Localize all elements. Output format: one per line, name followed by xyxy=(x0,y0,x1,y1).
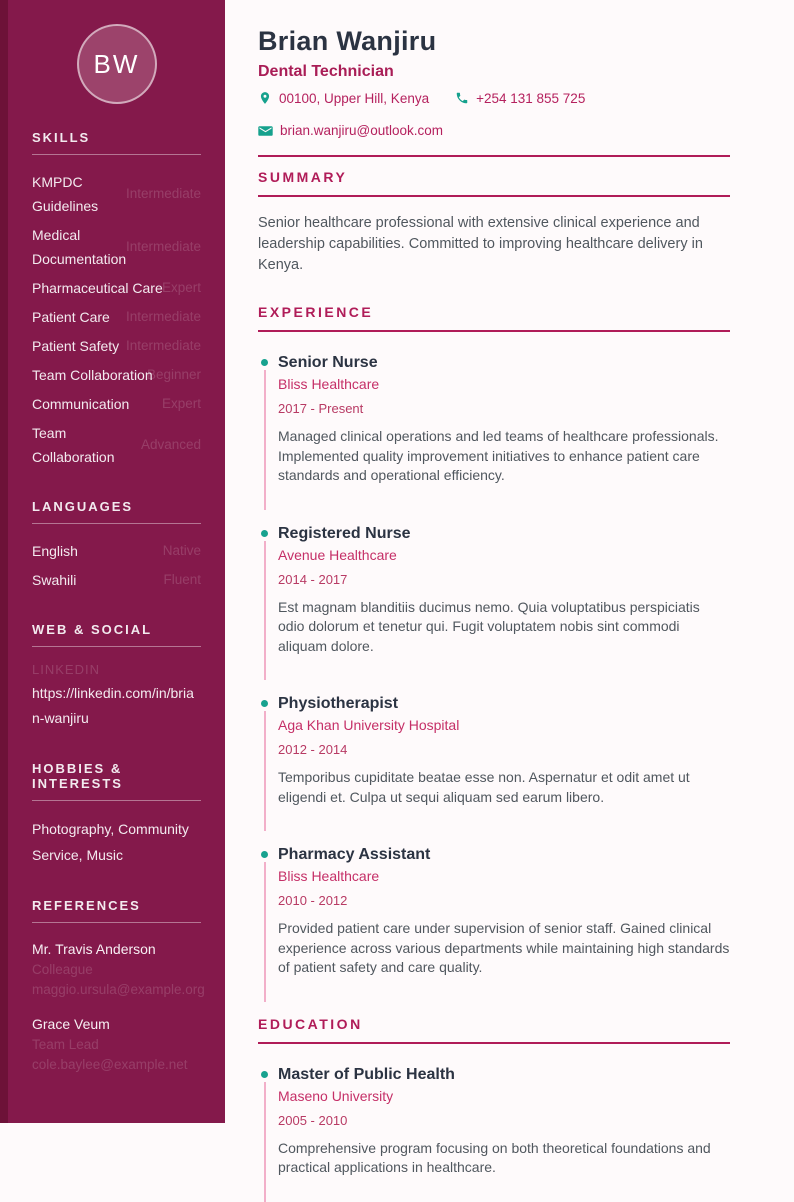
company-name: Bliss Healthcare xyxy=(278,376,380,392)
linkedin-url-link[interactable]: https://linkedin.com/in/brian-wanjiru xyxy=(32,685,194,726)
languages-list xyxy=(32,539,201,592)
skill-level: Intermediate xyxy=(125,239,201,254)
date-range: 2014 - 2017 xyxy=(278,571,348,587)
job-description: Est magnam blanditiis ducimus nemo. Quia voluptatibus perspiciatis odio dolorum et tenetur qui. Fugit voluptatem nobis sint commodi aliquam dolore. xyxy=(278,598,700,654)
timeline-line xyxy=(264,1082,266,1202)
date-range: 2010 - 2012 xyxy=(278,893,348,908)
experience-entry xyxy=(258,524,730,657)
skill-level: Beginner xyxy=(146,367,201,382)
linkedin-label: LINKEDIN xyxy=(32,662,100,677)
phone-item xyxy=(455,90,585,106)
degree-description: Comprehensive program focusing on both theoretical foundations and practical applications in healthcare. xyxy=(278,1139,711,1175)
timeline-dot-icon xyxy=(261,530,268,537)
skill-name: Communication xyxy=(32,396,130,412)
header-divider xyxy=(258,155,730,157)
skill-level: Intermediate xyxy=(125,309,201,324)
date-range: 2017 - Present xyxy=(278,401,364,416)
skill-item xyxy=(32,421,201,469)
sidebar xyxy=(0,0,225,1123)
divider xyxy=(32,922,201,923)
skills-list xyxy=(32,170,201,469)
skill-item xyxy=(32,334,201,358)
language-item xyxy=(32,568,201,592)
summary-text: Senior healthcare professional with extensive clinical experience and leadership capabilities. Committed to improving healthcare delivery in Kenya. xyxy=(258,215,703,273)
experience-entry xyxy=(258,353,730,486)
skill-level: Expert xyxy=(161,280,201,295)
timeline-line xyxy=(264,370,266,510)
job-description: Temporibus cupiditate beatae esse non. Aspernatur et odit amet ut eligendi et. Culpa ut sequi aliquam sed earum libero. xyxy=(278,769,690,805)
skills-heading: SKILLS xyxy=(32,130,91,145)
experience-entry xyxy=(258,694,730,807)
location-text: 00100, Upper Hill, Kenya xyxy=(279,90,430,106)
experience-heading: EXPERIENCE xyxy=(258,304,374,320)
reference-item xyxy=(32,1013,201,1075)
date-range: 2005 - 2010 xyxy=(278,1112,348,1128)
skills-section xyxy=(32,130,201,469)
skill-item xyxy=(32,170,201,218)
skill-name: Team Collaboration xyxy=(32,367,153,383)
timeline-dot-icon xyxy=(261,359,268,366)
hobbies-heading: HOBBIES & INTERESTS xyxy=(32,761,123,791)
avatar-initials: BW xyxy=(93,48,140,79)
person-name: Brian Wanjiru xyxy=(258,26,437,56)
phone-icon xyxy=(455,91,469,105)
reference-item xyxy=(32,938,205,1000)
skill-level: Intermediate xyxy=(125,338,201,353)
divider xyxy=(32,523,201,524)
timeline-line xyxy=(264,541,266,681)
school-name: Maseno University xyxy=(278,1087,394,1104)
summary-divider xyxy=(258,195,730,197)
reference-role: Team Lead xyxy=(32,1037,99,1052)
hobbies-section xyxy=(32,761,201,868)
reference-name: Mr. Travis Anderson xyxy=(32,941,156,957)
skill-level: Intermediate xyxy=(125,186,201,201)
reference-role: Colleague xyxy=(32,962,93,977)
hobbies-text: Photography, Community Service, Music xyxy=(32,821,189,863)
skill-item xyxy=(32,276,201,300)
job-title: Pharmacy Assistant xyxy=(278,846,431,863)
location-icon xyxy=(258,90,272,106)
skill-name: KMPDC Guidelines xyxy=(32,174,99,214)
phone-text[interactable]: +254 131 855 725 xyxy=(476,90,586,106)
job-description: Managed clinical operations and led teams of healthcare professionals. Implemented quality improvement initiatives to enhance patient care standards and operational efficiency. xyxy=(278,428,719,483)
summary-heading: SUMMARY xyxy=(258,169,348,185)
skill-name: Pharmaceutical Care xyxy=(32,280,163,296)
experience-entry xyxy=(258,845,730,978)
email-row xyxy=(258,123,730,138)
company-name: Bliss Healthcare xyxy=(278,868,380,884)
skill-name: Team Collaboration xyxy=(32,425,115,465)
reference-name: Grace Veum xyxy=(32,1016,110,1032)
timeline-dot-icon xyxy=(261,851,268,858)
language-item xyxy=(32,539,201,563)
timeline-dot-icon xyxy=(261,700,268,707)
experience-divider xyxy=(258,330,730,332)
job-description: Provided patient care under supervision of senior staff. Gained clinical experience across various departments while maintaining high standards of patient safety and care quality. xyxy=(278,920,730,975)
web-social-heading: WEB & SOCIAL xyxy=(32,622,153,637)
divider xyxy=(32,800,201,801)
job-title: Physiotherapist xyxy=(278,695,399,712)
date-range: 2012 - 2014 xyxy=(278,742,348,757)
skill-level: Expert xyxy=(161,396,201,411)
avatar xyxy=(77,24,157,104)
education-heading: EDUCATION xyxy=(258,1015,363,1032)
reference-email: maggio.ursula@example.org xyxy=(32,982,205,997)
references-section xyxy=(32,898,205,1075)
languages-heading: LANGUAGES xyxy=(32,499,134,514)
main-content xyxy=(225,0,794,1175)
timeline-line xyxy=(264,862,266,1002)
company-name: Avenue Healthcare xyxy=(278,546,397,563)
skill-item xyxy=(32,223,201,271)
web-social-section xyxy=(32,622,201,731)
education-entries xyxy=(258,1065,730,1178)
job-title: Registered Nurse xyxy=(278,524,411,542)
language-name: English xyxy=(32,543,78,559)
references-heading: REFERENCES xyxy=(32,898,141,913)
education-entry xyxy=(258,1065,730,1178)
location-item xyxy=(258,90,429,106)
timeline-line xyxy=(264,711,266,831)
divider xyxy=(32,646,201,647)
language-level: Native xyxy=(162,543,201,558)
degree-title: Master of Public Health xyxy=(278,1065,455,1083)
skill-name: Medical Documentation xyxy=(32,227,127,267)
email-text[interactable]: brian.wanjiru@outlook.com xyxy=(280,123,444,138)
skill-level: Advanced xyxy=(140,437,201,452)
education-divider xyxy=(258,1042,730,1044)
experience-entries xyxy=(258,353,730,978)
reference-email: cole.baylee@example.net xyxy=(32,1057,188,1072)
skill-name: Patient Care xyxy=(32,309,110,325)
person-job-title: Dental Technician xyxy=(258,63,394,80)
contact-row xyxy=(258,90,730,106)
language-name: Swahili xyxy=(32,572,77,588)
timeline-dot-icon xyxy=(261,1071,268,1078)
email-icon xyxy=(258,125,273,137)
language-level: Fluent xyxy=(163,572,201,587)
email-item xyxy=(258,123,443,138)
skill-item xyxy=(32,392,201,416)
company-name: Aga Khan University Hospital xyxy=(278,717,460,733)
job-title: Senior Nurse xyxy=(278,354,378,371)
skill-item xyxy=(32,363,201,387)
divider xyxy=(32,154,201,155)
languages-section xyxy=(32,499,201,592)
skill-name: Patient Safety xyxy=(32,338,120,354)
skill-item xyxy=(32,305,201,329)
